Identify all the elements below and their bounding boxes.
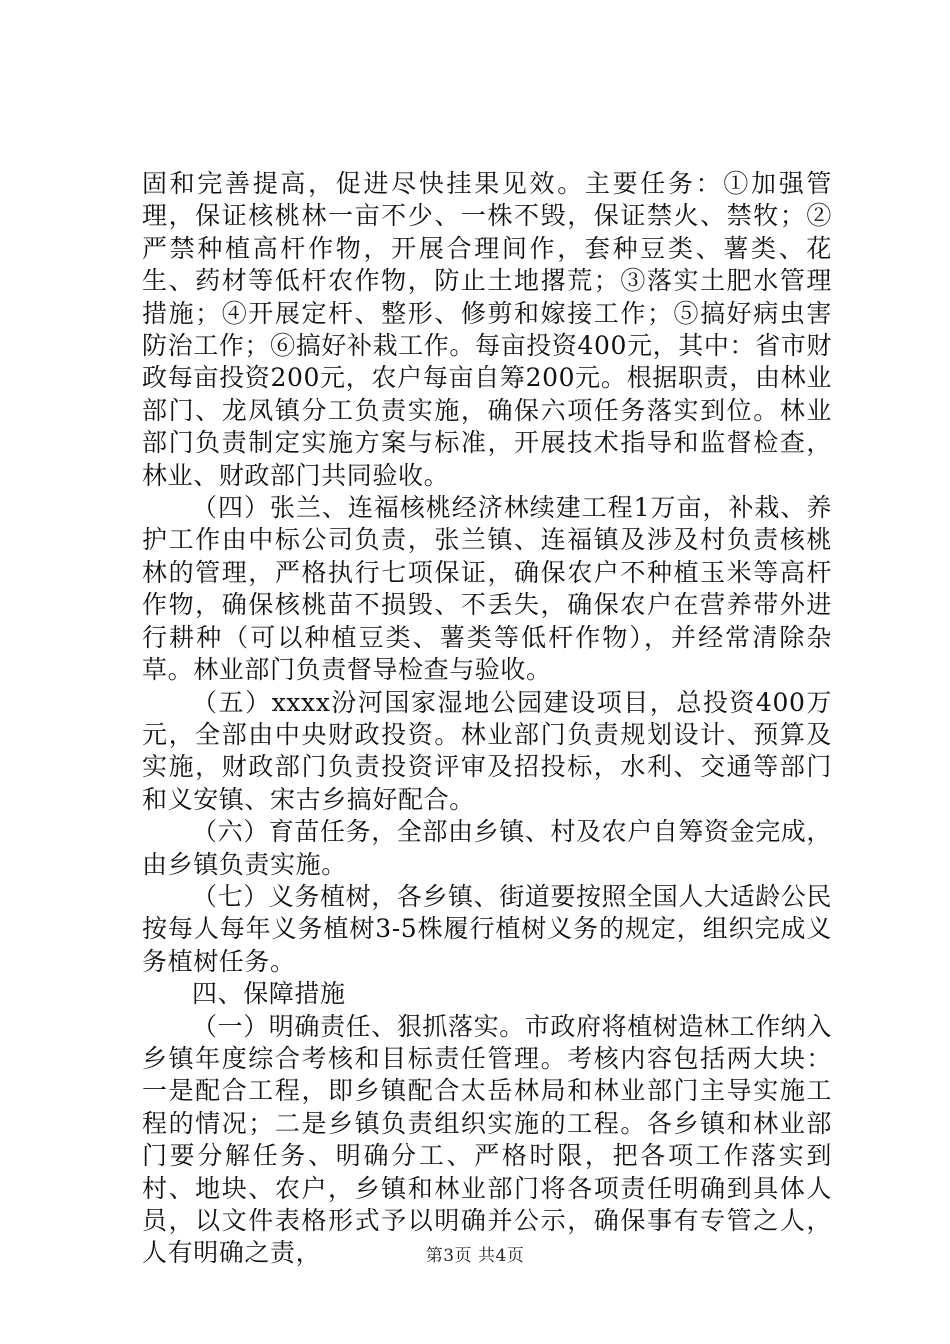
paragraph-item-7: （七）义务植树，各乡镇、街道要按照全国人大适龄公民按每人每年义务植树3-5株履行植树义务的规定，组织完成义务植树任务。: [142, 881, 833, 976]
paragraph-continuation: 固和完善提高，促进尽快挂果见效。主要任务：①加强管理，保证核桃林一亩不少、一株不毁，保证禁火、禁牧；②严禁种植高杆作物，开展合理间作，套种豆类、薯类、花生、药材等低杆农作物，防止土地撂荒；③落实土肥水管理措施；④开展定杆、整形、修剪和嫁接工作；⑤搞好病虫害防治工作；⑥搞好补栽工作。每亩投资400元，其中：省市财政每亩投资200元，农户每亩自筹200元。根据职责，由林业部门、龙凤镇分工负责实施，确保六项任务落实到位。林业部门负责制定实施方案与标准，开展技术指导和监督检查，林业、财政部门共同验收。: [142, 169, 832, 490]
page-footer: 第3页 共4页: [425, 1246, 525, 1266]
paragraph-item-6: （六）育苗任务，全部由乡镇、村及农户自筹资金完成，由乡镇负责实施。: [142, 817, 833, 879]
paragraph-measure-1: （一）明确责任、狠抓落实。市政府将植树造林工作纳入乡镇年度综合考核和目标责任管理。考核内容包括两大块：一是配合工程，即乡镇配合太岳林局和林业部门主导实施工程的情况；二是乡镇负责组织实施的工程。各乡镇和林业部门要分解任务、明确分工、严格时限，把各项工作落实到村、地块、农户，乡镇和林业部门将各项责任明确到具体人员，以文件表格形式予以明确并公示，确保事有专管之人，人有明确之责，: [142, 1011, 833, 1268]
document-body: [142, 168, 832, 1270]
paragraph-item-4: （四）张兰、连福核桃经济林续建工程1万亩，补栽、养护工作由中标公司负责，张兰镇、连福镇及涉及村负责核桃林的管理，严格执行七项保证，确保农户不种植玉米等高杆作物，确保核桃苗不损毁、不丢失，确保农户在营养带外进行耕种（可以种植豆类、薯类等低杆作物），并经常清除杂草。林业部门负责督导检查与验收。: [142, 493, 832, 685]
section-heading-4: 四、保障措施: [192, 979, 346, 1009]
paragraph-item-5: （五）xxxx汾河国家湿地公园建设项目，总投资400万元，全部由中央财政投资。林业部门负责规划设计、预算及实施，财政部门负责投资评审及招投标，水利、交通等部门和义安镇、宋古乡搞好配合。: [142, 687, 832, 814]
